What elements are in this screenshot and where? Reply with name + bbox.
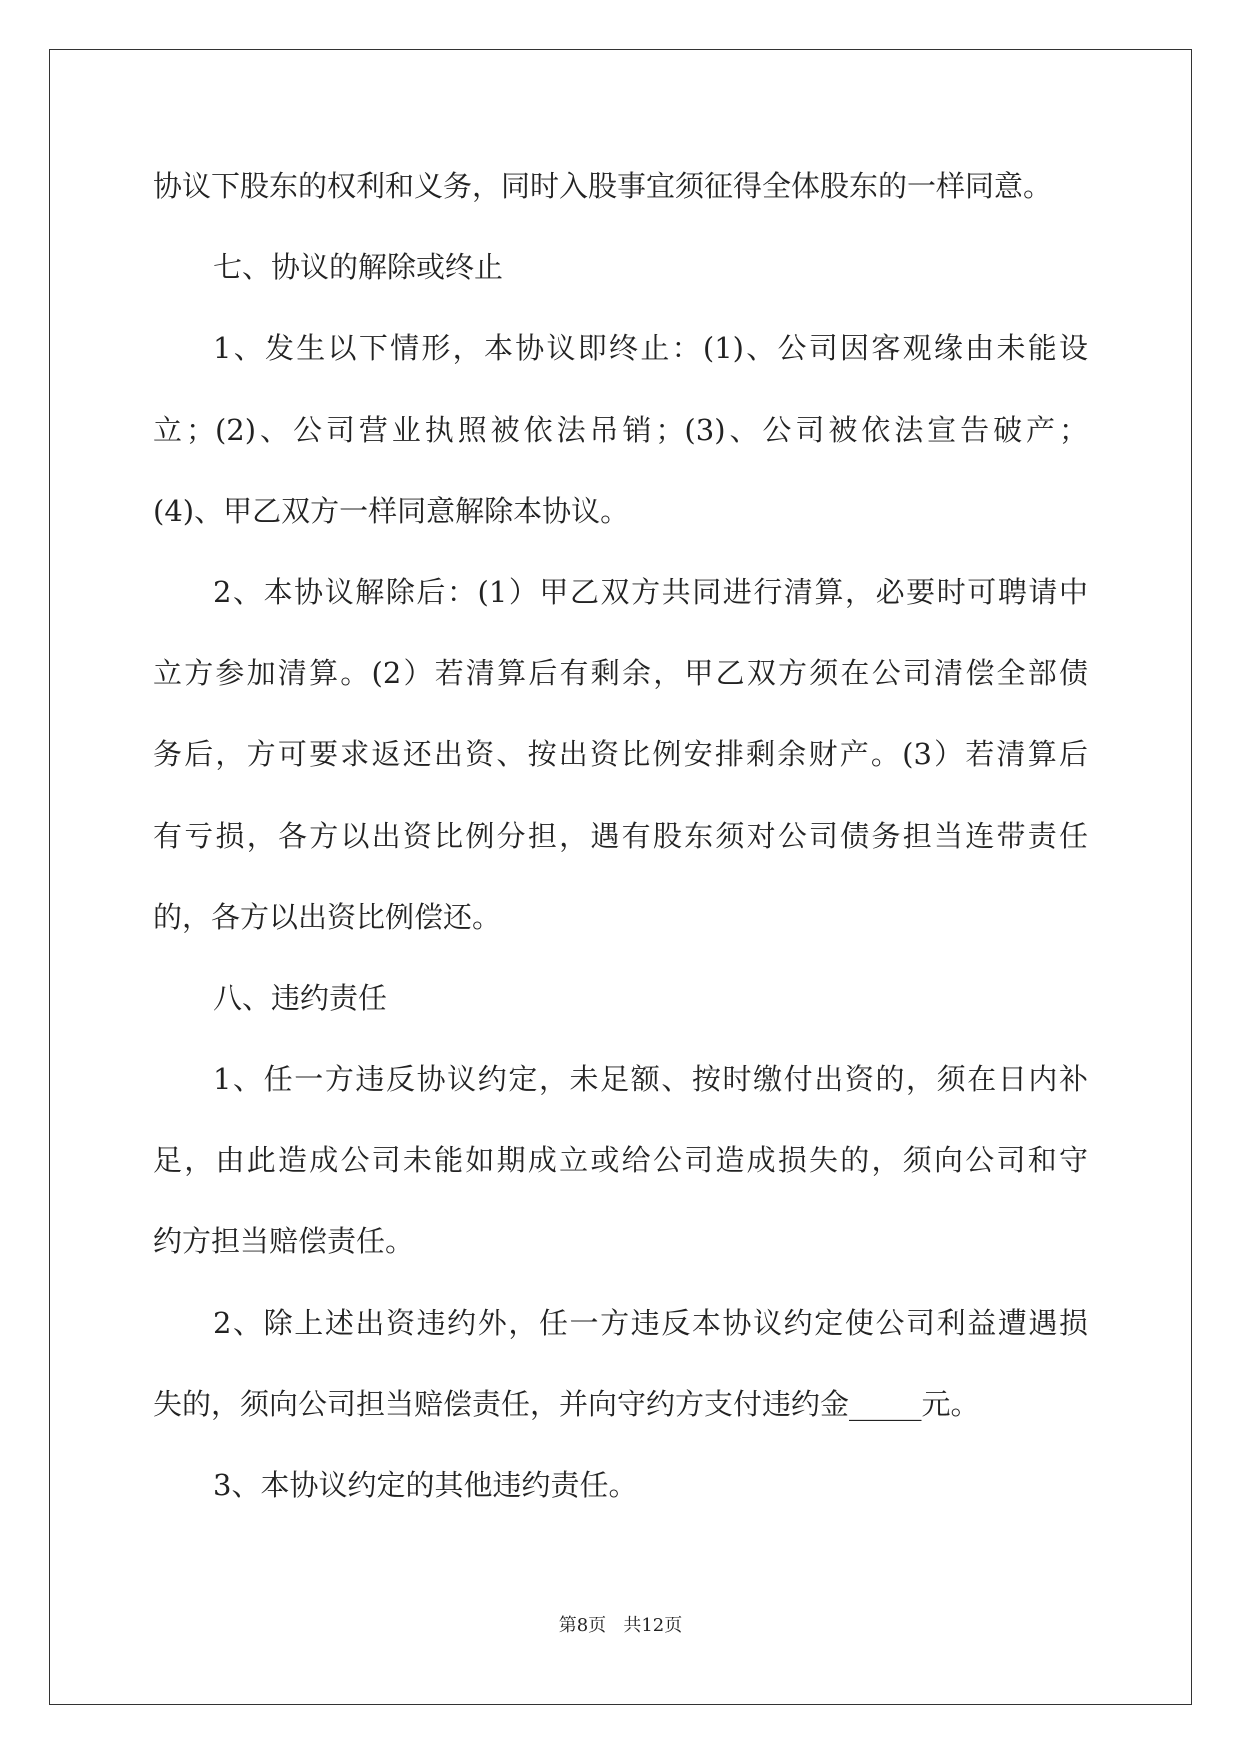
paragraph-line: 1、任一方违反协议约定，未足额、按时缴付出资的，须在日内补: [213, 1062, 1088, 1097]
paragraph-line: 3、本协议约定的其他违约责任。: [213, 1468, 638, 1502]
paragraph-line: 立方参加清算。(2）若清算后有剩余，甲乙双方须在公司清偿全部债: [153, 656, 1088, 691]
paragraph-line: 2、除上述出资违约外，任一方违反本协议约定使公司利益遭遇损: [213, 1305, 1088, 1340]
page-footer: [0, 1614, 1241, 1638]
paragraph-line: 务后，方可要求返还出资、按出资比例安排剩余财产。(3）若清算后: [153, 737, 1088, 772]
paragraph-line: 2、本协议解除后：(1）甲乙双方共同进行清算，必要时可聘请中: [213, 574, 1088, 609]
paragraph-line: 的，各方以出资比例偿还。: [153, 899, 502, 934]
paragraph-line: (4)、甲乙双方一样同意解除本协议。: [153, 493, 630, 528]
section-heading-breach: 八、违约责任: [213, 980, 388, 1015]
section-heading-termination: 七、协议的解除或终止: [213, 250, 504, 285]
paragraph-line: 1、发生以下情形，本协议即终止：(1)、公司因客观缘由未能设: [213, 331, 1088, 366]
page-total: 共12页: [623, 1615, 683, 1636]
paragraph-line: 有亏损，各方以出资比例分担，遇有股东须对公司债务担当连带责任: [153, 818, 1088, 853]
paragraph-line: 足，由此造成公司未能如期成立或给公司造成损失的，须向公司和守: [153, 1143, 1088, 1178]
paragraph-line: 约方担当赔偿责任。: [153, 1224, 415, 1259]
paragraph-line: 失的，须向公司担当赔偿责任，并向守约方支付违约金_____元。: [153, 1386, 980, 1421]
document-body: [153, 163, 1088, 1543]
page-number: 第8页: [558, 1615, 607, 1636]
paragraph-line: 立；(2)、公司营业执照被依法吊销；(3)、公司被依法宣告破产；: [153, 412, 1088, 447]
paragraph-line: 协议下股东的权利和义务，同时入股事宜须征得全体股东的一样同意。: [153, 169, 1053, 203]
